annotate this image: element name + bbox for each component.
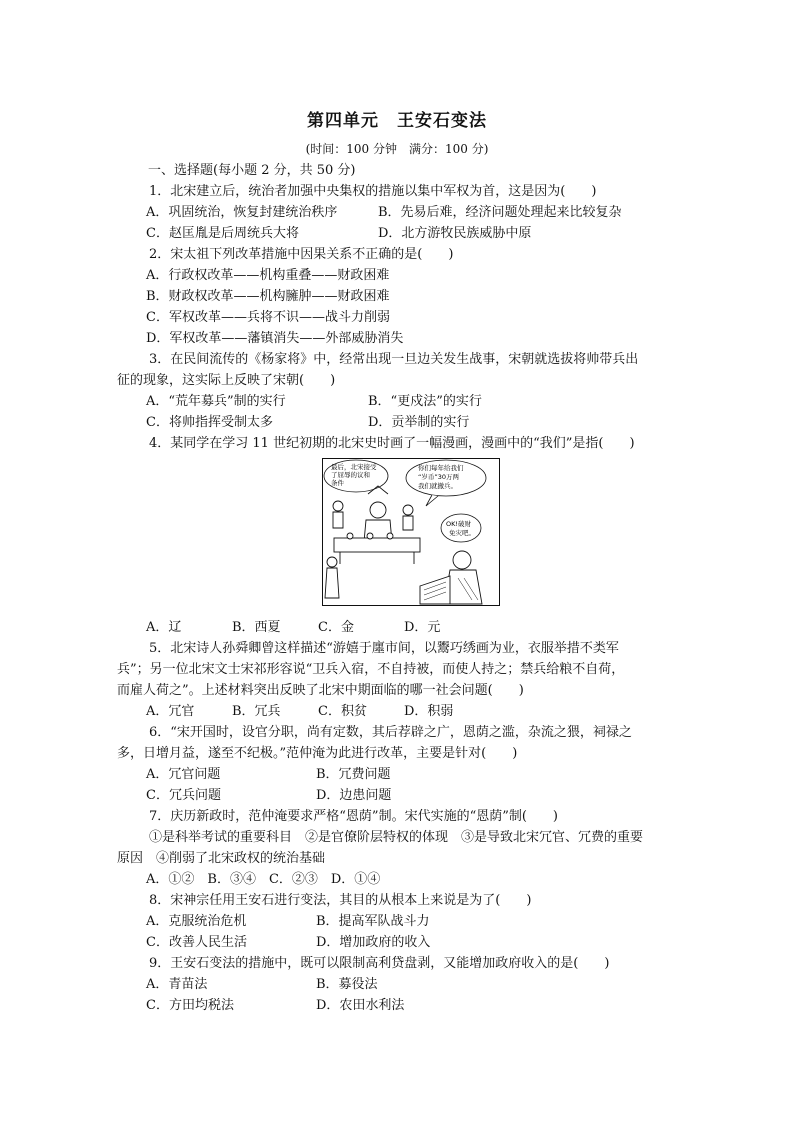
q5-stem-line3: 而雇人荷之”。上述材料突出反映了北宋中期面临的哪一社会问题( ): [117, 683, 524, 698]
q8-option-d: D．增加政府的收入: [316, 935, 431, 950]
q8-options-row1: [146, 911, 664, 932]
bubble2-line2: “岁币”30万两: [418, 473, 460, 481]
q5-option-d: D．积弱: [404, 704, 454, 719]
q7-stem: 7．庆历新政时，范仲淹要求严格“恩荫”制。宋代实施的“恩荫”制( ): [149, 809, 558, 824]
q3-stem-line1: 3．在民间流传的《杨家将》中，经常出现一旦边关发生战事，宋朝就选拔将帅带兵出: [149, 352, 639, 367]
q3-option-a: A．“荒年募兵”制的实行: [146, 394, 286, 409]
bubble3-line2: 免灾吧。: [449, 529, 475, 537]
q4-option-d: D．元: [404, 620, 441, 635]
q6-option-d: D．边患问题: [316, 788, 392, 803]
bubble2-line3: 我们就撤兵。: [418, 482, 457, 490]
q1-stem: 1．北宋建立后，统治者加强中央集权的措施以集中军权为首，这是因为( ): [149, 184, 597, 199]
q1-option-c: C．赵匡胤是后周统兵大将: [146, 226, 299, 241]
q2-option-b: B．财政权改革——机构臃肿——财政困难: [146, 289, 390, 304]
q1-options-row2: [146, 223, 664, 244]
bubble1-line1: 最后，北宋接受: [331, 463, 377, 471]
q6-option-a: A．冗官问题: [146, 767, 221, 782]
q6-option-b: B．冗费问题: [316, 767, 391, 782]
q3-option-d: D．贡举制的实行: [368, 415, 470, 430]
q6-options-row1: [146, 764, 664, 785]
q4-option-a: A．辽: [146, 620, 182, 635]
q2-option-a: A．行政权改革——机构重叠——财政困难: [146, 268, 390, 283]
q4-option-c: C．金: [318, 620, 354, 635]
q3-stem-line2: 征的现象，这实际上反映了宋朝( ): [117, 373, 336, 388]
q4-option-b: B．西夏: [232, 620, 281, 635]
q8-stem: 8．宋神宗任用王安石进行变法，其目的从根本上来说是为了( ): [149, 893, 532, 908]
q8-option-c: C．改善人民生活: [146, 935, 247, 950]
q1-option-a: A．巩固统治，恢复封建统治秩序: [146, 205, 338, 220]
q1-option-d: D．北方游牧民族威胁中原: [378, 226, 532, 241]
q9-option-d: D．农田水利法: [316, 998, 405, 1013]
q6-options-row2: [146, 785, 664, 806]
q5-stem-line1: 5．北宋诗人孙舜卿曾这样描述“游嬉于廛市间，以鬻巧绣画为业，衣服举措不类军: [149, 641, 619, 656]
q1-option-b: B．先易后难，经济问题处理起来比较复杂: [378, 205, 622, 220]
q5-option-a: A．冗官: [146, 704, 195, 719]
q3-option-c: C．将帅指挥受制太多: [146, 415, 273, 430]
q8-option-a: A．克服统治危机: [146, 914, 247, 929]
q7-options: A．①② B．③④ C．②③ D．①④: [146, 872, 381, 887]
q3-option-b: B．“更戍法”的实行: [368, 394, 482, 409]
q9-options-row1: [146, 974, 664, 995]
q6-option-c: C．冗兵问题: [146, 788, 221, 803]
q9-stem: 9．王安石变法的措施中，既可以限制高利贷盘剥，又能增加政府收入的是( ): [149, 956, 610, 971]
q2-option-c: C．军权改革——兵将不识——战斗力削弱: [146, 310, 390, 325]
q6-stem-line2: 多，日增月益，遂至不纪极。”范仲淹为此进行改革，主要是针对( ): [117, 746, 518, 761]
q9-option-a: A．青苗法: [146, 977, 208, 992]
q5-options-row: [146, 701, 664, 722]
section-heading: 一、选择题(每小题 2 分，共 50 分): [148, 163, 356, 178]
q2-stem: 2．宋太祖下列改革措施中因果关系不正确的是( ): [149, 247, 454, 262]
q4-stem: 4．某同学在学习 11 世纪初期的北宋史时画了一幅漫画，漫画中的“我们”是指( ): [149, 436, 635, 451]
page-subtitle: (时间：100 分钟 满分：100 分): [305, 142, 489, 156]
q6-stem-line1: 6．“宋开国时，设官分职，尚有定数，其后荐辟之广，恩荫之滥，杂流之猥，祠禄之: [149, 725, 632, 740]
questions-block-2: [117, 638, 664, 1016]
q3-options-row1: [146, 391, 664, 412]
q5-stem-line2: 兵”；另一位北宋文士宋祁形容说“卫兵入宿，不自持被，而使人持之；禁兵给粮不自荷，: [117, 662, 625, 677]
bubble3-line1: OK!破财: [446, 520, 471, 528]
cartoon-illustration: [322, 458, 500, 606]
page-title: 第四单元 王安石变法: [307, 111, 487, 131]
q5-option-c: C．积贫: [318, 704, 367, 719]
q7-statements-line2: 原因 ④削弱了北宋政权的统治基础: [117, 851, 326, 866]
q8-option-b: B．提高军队战斗力: [316, 914, 430, 929]
q1-options-row1: [146, 202, 664, 223]
bubble1-line2: 了屈辱的议和: [331, 471, 370, 479]
q2-option-d: D．军权改革——藩镇消失——外部威胁消失: [146, 331, 404, 346]
q8-options-row2: [146, 932, 664, 953]
q9-option-b: B．募役法: [316, 977, 378, 992]
q9-options-row2: [146, 995, 664, 1016]
q3-options-row2: [146, 412, 664, 433]
q9-option-c: C．方田均税法: [146, 998, 234, 1013]
bubble1-line3: 条件: [331, 479, 344, 487]
q4-options-row: [146, 617, 664, 638]
bubble2-line1: 你们每年给我们: [418, 464, 464, 472]
q5-option-b: B．冗兵: [232, 704, 281, 719]
q7-statements-line1: ①是科举考试的重要科目 ②是官僚阶层特权的体现 ③是导致北宋冗官、冗费的重要: [149, 830, 644, 845]
questions-block-1: [117, 160, 664, 454]
